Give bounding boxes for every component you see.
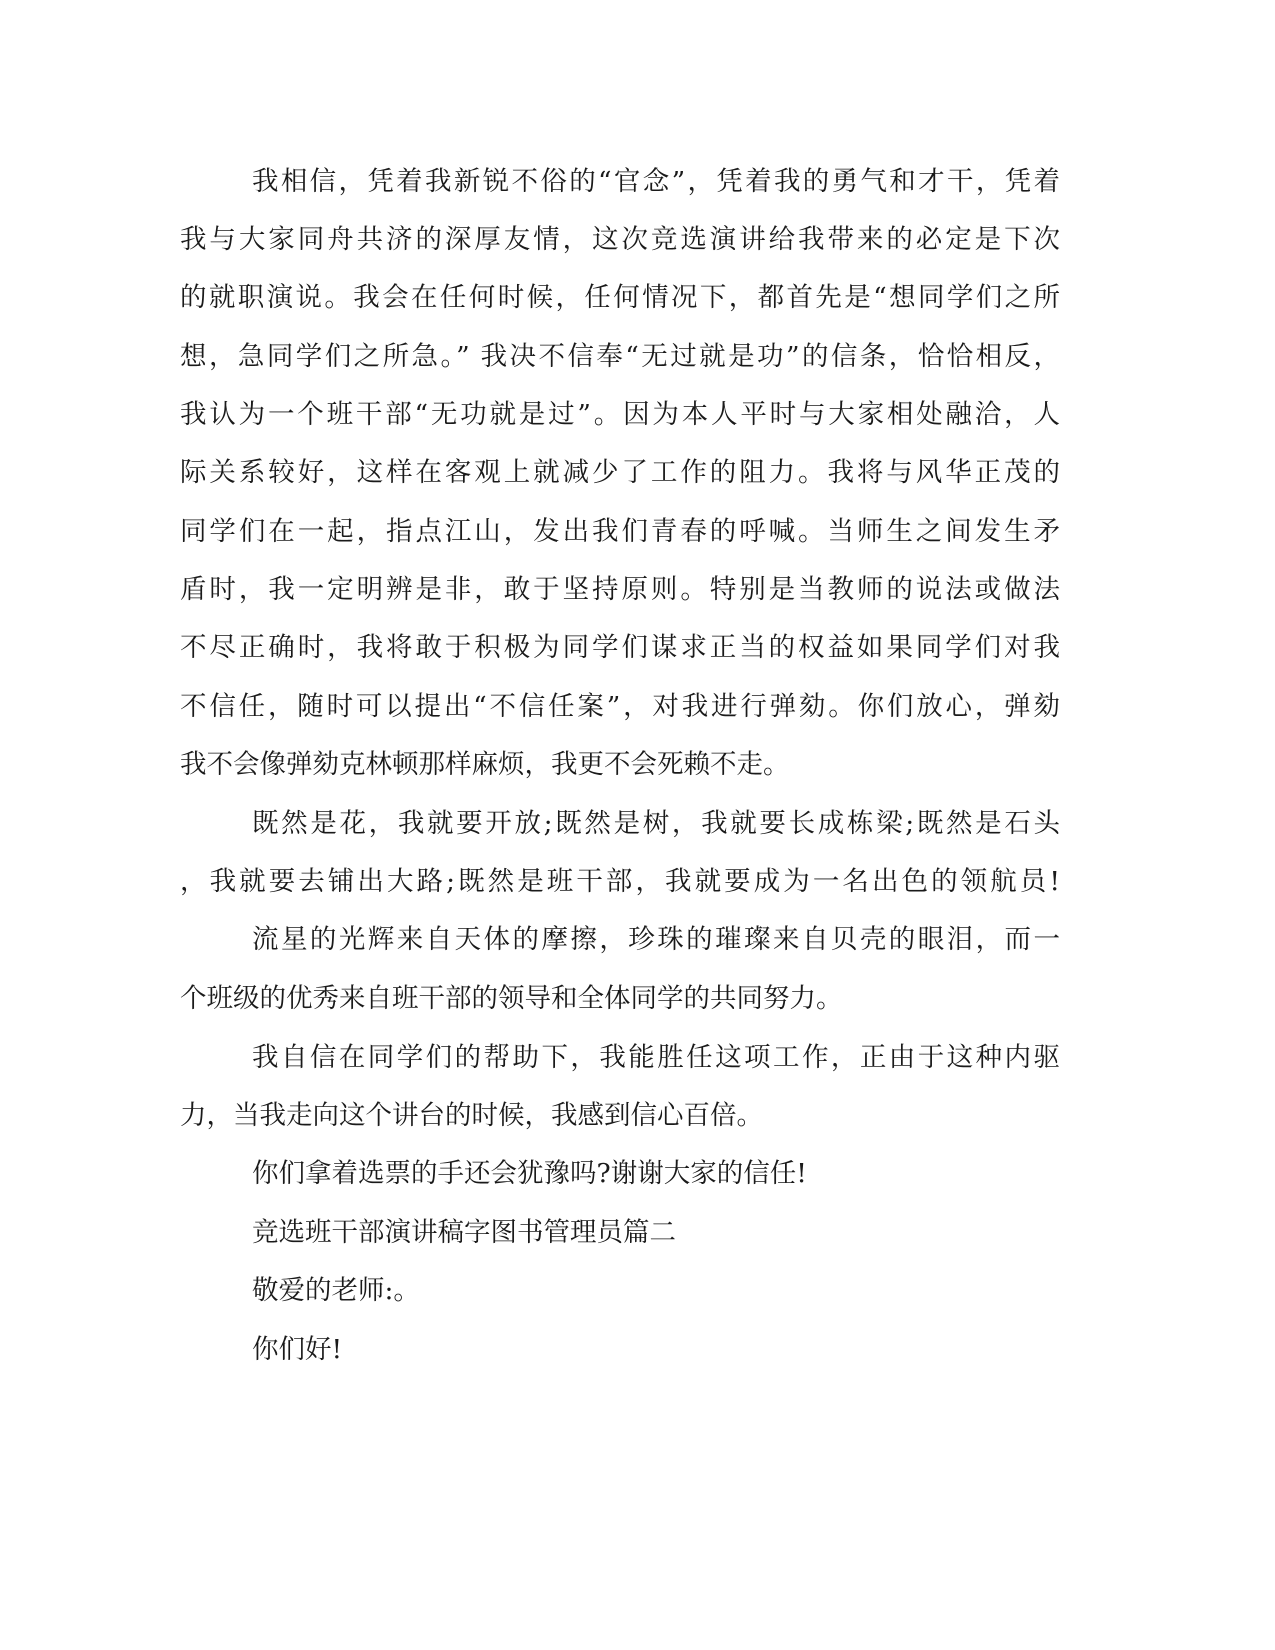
paragraph-3-line-2: 个班级的优秀来自班干部的领导和全体同学的共同努力。 (180, 983, 843, 1014)
paragraph-1-line-6: 际关系较好，这样在客观上就减少了工作的阻力。我将与风华正茂的 (180, 457, 1060, 488)
greeting: 你们好! (252, 1334, 343, 1365)
paragraph-1-line-9: 不尽正确时，我将敢于积极为同学们谋求正当的权益如果同学们对我 (180, 632, 1060, 663)
paragraph-1-line-11: 我不会像弹劾克林顿那样麻烦，我更不会死赖不走。 (180, 749, 790, 780)
paragraph-5: 你们拿着选票的手还会犹豫吗?谢谢大家的信任! (252, 1158, 807, 1189)
paragraph-1-line-4: 想，急同学们之所急。” 我决不信奉“无过就是功”的信条，恰恰相反， (180, 341, 1060, 372)
section-heading: 竞选班干部演讲稿字图书管理员篇二 (252, 1217, 676, 1248)
paragraph-1-line-2: 我与大家同舟共济的深厚友情，这次竞选演讲给我带来的必定是下次 (180, 224, 1060, 255)
paragraph-2-line-2: ，我就要去铺出大路;既然是班干部，我就要成为一名出色的领航员! (180, 866, 1060, 897)
paragraph-1-line-1: 我相信，凭着我新锐不俗的“官念”，凭着我的勇气和才干，凭着 (252, 166, 1060, 197)
paragraph-1-line-7: 同学们在一起，指点江山，发出我们青春的呼喊。当师生之间发生矛 (180, 516, 1060, 547)
paragraph-3-line-1: 流星的光辉来自天体的摩擦，珍珠的璀璨来自贝壳的眼泪，而一 (252, 924, 1060, 955)
paragraph-1-line-10: 不信任，随时可以提出“不信任案”，对我进行弹劾。你们放心，弹劾 (180, 691, 1060, 722)
paragraph-4-line-2: 力，当我走向这个讲台的时候，我感到信心百倍。 (180, 1100, 763, 1131)
paragraph-1-line-3: 的就职演说。我会在任何时候，任何情况下，都首先是“想同学们之所 (180, 282, 1060, 313)
paragraph-1-line-8: 盾时，我一定明辨是非，敢于坚持原则。特别是当教师的说法或做法 (180, 574, 1060, 605)
salutation: 敬爱的老师:。 (252, 1275, 420, 1306)
paragraph-4-line-1: 我自信在同学们的帮助下，我能胜任这项工作，正由于这种内驱 (252, 1042, 1060, 1073)
paragraph-2-line-1: 既然是花，我就要开放;既然是树，我就要长成栋梁;既然是石头 (252, 808, 1060, 839)
paragraph-1-line-5: 我认为一个班干部“无功就是过”。因为本人平时与大家相处融洽，人 (180, 399, 1060, 430)
